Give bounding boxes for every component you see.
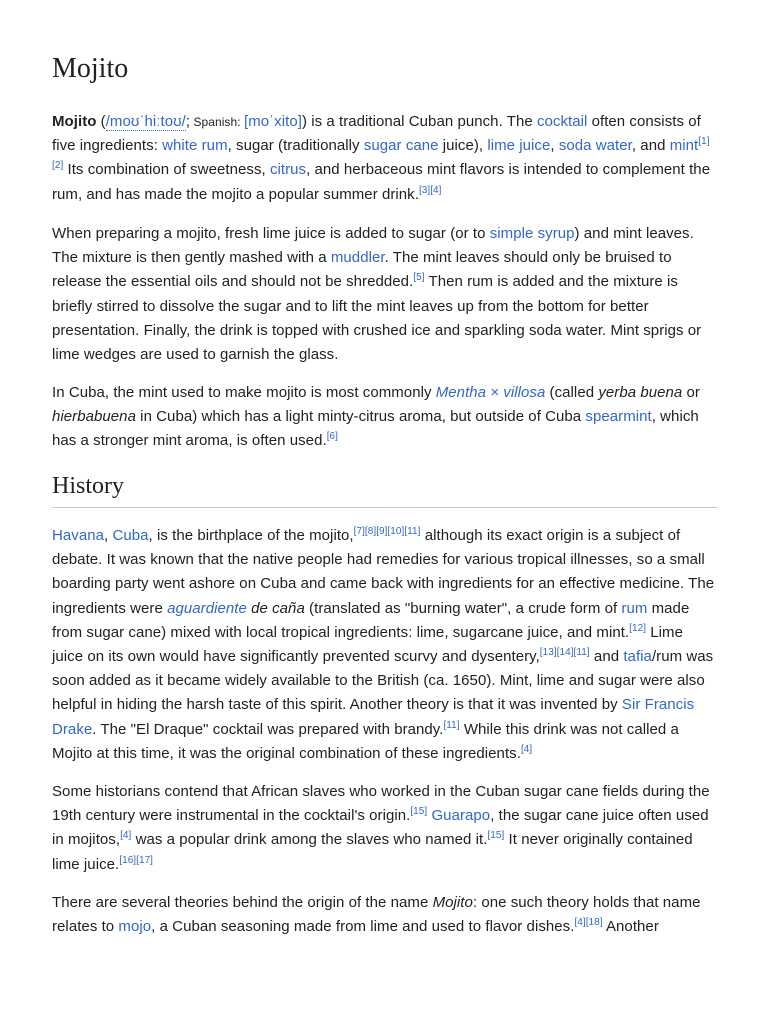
text: In Cuba, the mint used to make mojito is most commonly <box>52 384 436 401</box>
link-spearmint[interactable]: spearmint <box>585 408 652 426</box>
mentha-italic: Mentha × villosa <box>435 384 546 401</box>
link-muddler[interactable]: muddler <box>330 249 385 267</box>
link-white-rum[interactable]: white rum <box>162 137 228 155</box>
text: ) is a traditional Cuban punch. The <box>301 113 537 130</box>
spanish-ipa-link[interactable]: [moˈxito] <box>243 113 302 130</box>
text: was a popular drink among the slaves who named it. <box>131 831 488 849</box>
text: When preparing a mojito, fresh lime juice is added to sugar (or to <box>52 225 490 242</box>
text: , a Cuban seasoning made from lime and used to flavor dishes. <box>151 918 575 936</box>
link-lime-juice[interactable]: lime juice <box>487 137 551 155</box>
ref-2[interactable]: [2] <box>52 160 64 172</box>
ref-15[interactable]: [15] <box>410 806 428 818</box>
text: , and <box>631 137 670 155</box>
text: juice), <box>438 137 488 155</box>
link-mentha-villosa[interactable] <box>436 384 546 401</box>
text: , <box>550 137 559 155</box>
ref-4[interactable]: [4] <box>520 743 533 755</box>
text: Another <box>602 918 659 936</box>
refs-16-17[interactable]: [16][17] <box>119 854 154 866</box>
spanish-label: Spanish: <box>190 115 244 129</box>
link-aguardiente[interactable] <box>167 600 247 617</box>
history-paragraph-1 <box>52 524 718 766</box>
refs-13-14-11[interactable]: [13][14][11] <box>539 647 590 659</box>
link-havana[interactable]: Havana <box>52 527 105 544</box>
link-mojo[interactable]: mojo <box>118 918 152 936</box>
text: (called <box>545 384 599 401</box>
ref-1[interactable]: [1] <box>698 136 710 148</box>
text: . The "El Draque" cocktail was prepared with brandy. <box>92 720 444 738</box>
hierbabuena-italic: hierbabuena <box>52 408 136 426</box>
ref-4[interactable]: [4] <box>120 830 132 842</box>
text: It never originally contained lime juice. <box>52 831 693 873</box>
text: often consists of five ingredients: <box>52 113 701 155</box>
link-sugar-cane[interactable]: sugar cane <box>363 137 439 155</box>
ref-15[interactable]: [15] <box>487 830 505 842</box>
mint-paragraph <box>52 381 718 454</box>
link-guarapo[interactable]: Guarapo <box>431 807 491 825</box>
history-paragraph-2 <box>52 780 718 877</box>
text: , and herbaceous mint flavors is intended to complement the rum, and has made the mojito a popular summer drink. <box>52 161 711 203</box>
link-rum[interactable]: rum <box>621 599 648 617</box>
link-citrus[interactable]: citrus <box>269 161 307 179</box>
text: (translated as "burning water", a crude form of <box>304 599 622 617</box>
link-simple-syrup[interactable]: simple syrup <box>489 225 575 242</box>
text: ) and mint leaves. The mixture is then gently mashed with a <box>52 225 694 267</box>
ref-3[interactable]: [3] <box>418 184 431 196</box>
history-paragraph-3 <box>52 891 718 939</box>
ipa-link[interactable]: /moʊˈhiːtoʊ/ <box>105 113 186 130</box>
history-heading: History <box>52 473 124 499</box>
text: or <box>682 384 700 401</box>
heading-divider <box>52 507 718 508</box>
intro-paragraph <box>52 110 718 207</box>
link-tafia[interactable]: tafia <box>623 648 652 666</box>
text: and <box>589 648 624 666</box>
text: ; <box>185 113 191 130</box>
ref-11[interactable]: [11] <box>443 719 460 731</box>
link-mint[interactable]: mint <box>669 137 699 155</box>
text: , the sugar cane juice often used in mojitos, <box>52 807 709 849</box>
text: Its combination of sweetness, <box>63 161 270 179</box>
text: ( <box>96 113 106 130</box>
text: . The mint leaves should only be bruised to release the essential oils and should not be shredded. <box>52 249 672 291</box>
ref-6[interactable]: [6] <box>326 431 338 443</box>
preparation-paragraph <box>52 222 718 367</box>
text: , is the birthplace of the mojito, <box>148 527 354 544</box>
history-section-header <box>52 471 718 508</box>
refs-7-11[interactable]: [7][8][9][10][11] <box>353 526 421 537</box>
page-title: Mojito <box>52 53 129 84</box>
link-sir-francis-drake[interactable]: Sir Francis Drake <box>52 696 695 738</box>
mojito-italic: Mojito <box>432 894 473 911</box>
text: /rum was soon added as it became widely available to the British (ca. 1650). Mint, lime and sugar were also helpful in hiding the harsh taste of this spirit. Another theory is that it was invented by <box>52 648 714 714</box>
text: Lime juice on its own would have significantly prevented scurvy and dysentery, <box>52 623 683 666</box>
text: Then rum is added and the mixture is briefly stirred to dissolve the sugar and to lift the mint leaves up from the bottom for better presentation. Finally, the drink is topped with crushed ice and sparkling soda water. Mint sprigs or lime wedges are used to garnish the glass. <box>52 273 702 364</box>
ref-12[interactable]: [12] <box>629 622 647 634</box>
text: There are several theories behind the origin of the name <box>52 894 433 911</box>
text: , sugar (traditionally <box>227 137 364 155</box>
term-bold: Mojito <box>52 113 97 130</box>
text: , which has a stronger mint aroma, is often used. <box>52 408 699 450</box>
link-soda-water[interactable]: soda water <box>558 137 632 155</box>
yerba-buena-italic: yerba buena <box>598 384 683 401</box>
aguardiente-italic: aguardiente <box>167 599 247 617</box>
text: made from sugar cane) mixed with local tropical ingredients: lime, sugarcane juice, and mint. <box>52 599 690 641</box>
ref-5[interactable]: [5] <box>413 272 425 284</box>
de-cana-italic: de caña <box>246 599 305 617</box>
text: , <box>104 527 113 544</box>
text: While this drink was not called a Mojito at this time, it was the original combination of these ingredients. <box>52 720 679 762</box>
ref-4[interactable]: [4] <box>430 184 442 196</box>
text: Some historians contend that African slaves who worked in the Cuban sugar cane fields during the 19th century were instrumental in the cocktail's origin. <box>52 783 710 825</box>
link-cuba[interactable]: Cuba <box>112 527 149 544</box>
link-cocktail[interactable]: cocktail <box>536 113 588 130</box>
text: in Cuba) which has a light minty-citrus aroma, but outside of Cuba <box>135 408 586 426</box>
text: : one such theory holds that name relates to <box>52 894 701 936</box>
refs-4-18[interactable]: [4][18] <box>574 917 603 929</box>
text: although its exact origin is a subject of debate. It was known that the native people had remedies for various tropical illnesses, so a small boarding party went ashore on Cuba and came back with ingredients for an effective medicine. The ingredients were <box>52 527 715 617</box>
